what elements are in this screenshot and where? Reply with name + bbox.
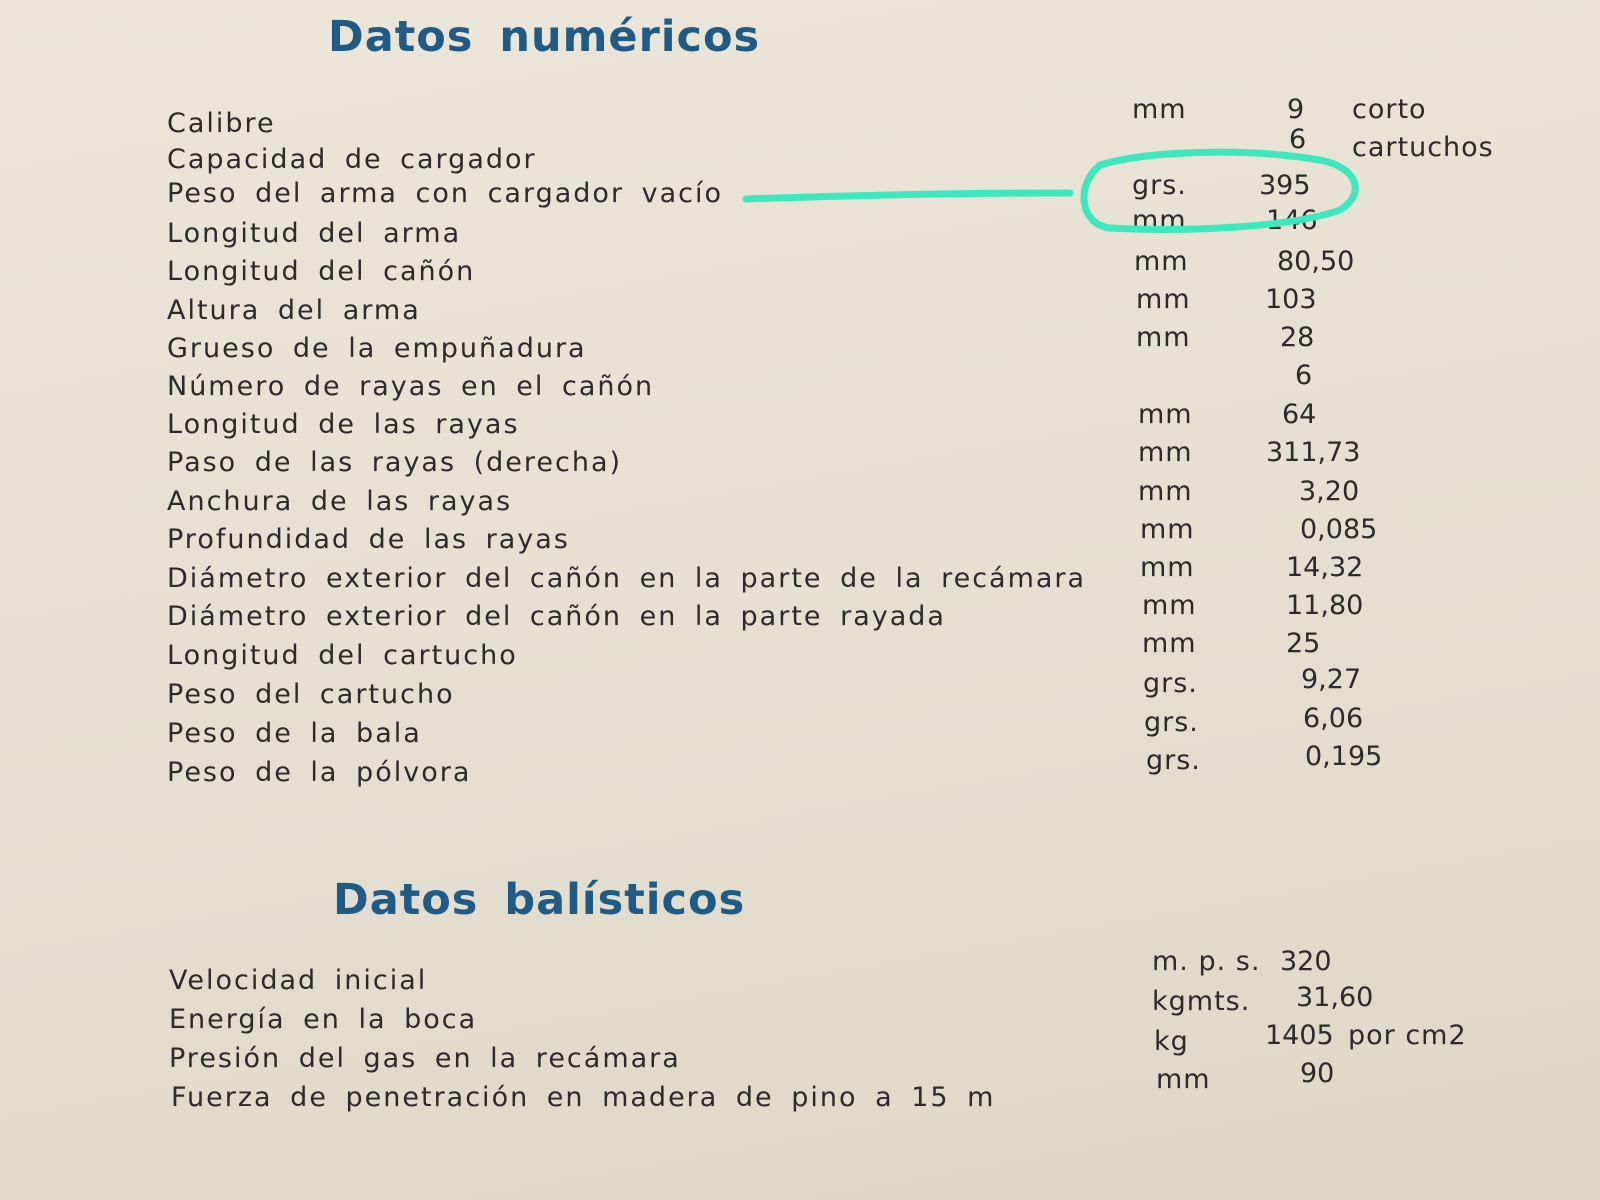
row-unit: mm <box>1136 322 1191 353</box>
row-value: 9,27 <box>1301 664 1362 695</box>
row-label: Longitud de las rayas <box>167 409 520 440</box>
row-label: Presión del gas en la recámara <box>169 1043 681 1074</box>
row-unit: grs. <box>1144 707 1199 738</box>
row-label: Energía en la boca <box>169 1004 478 1035</box>
row-unit: mm <box>1142 590 1197 621</box>
row-unit: mm <box>1138 476 1193 507</box>
row-label: Longitud del cañón <box>167 256 476 287</box>
row-unit: grs. <box>1132 170 1187 201</box>
row-value: 395 <box>1259 170 1311 201</box>
row-value: 80,50 <box>1277 246 1355 277</box>
row-label: Anchura de las rayas <box>167 486 513 517</box>
row-label: Altura del arma <box>167 295 421 326</box>
row-value: 11,80 <box>1286 590 1364 621</box>
row-unit: mm <box>1138 399 1193 430</box>
row-label: Diámetro exterior del cañón en la parte rayada <box>167 601 946 632</box>
row-label: Grueso de la empuñadura <box>167 333 587 364</box>
row-value: 14,32 <box>1286 552 1364 583</box>
annotation-line <box>746 193 1070 199</box>
row-unit: mm <box>1156 1064 1211 1095</box>
row-unit: mm <box>1134 246 1189 277</box>
row-value: 64 <box>1282 399 1317 430</box>
row-unit: mm <box>1136 284 1191 315</box>
row-value: 103 <box>1265 284 1317 315</box>
row-value: 0,195 <box>1305 741 1383 772</box>
row-unit: mm <box>1132 94 1187 125</box>
row-label: Calibre <box>167 108 276 139</box>
row-label: Peso de la pólvora <box>167 757 472 788</box>
row-value: 25 <box>1286 628 1321 659</box>
row-value: 320 <box>1280 946 1332 977</box>
row-unit: grs. <box>1146 745 1201 776</box>
row-unit: kg <box>1154 1026 1189 1057</box>
row-unit: mm <box>1140 552 1195 583</box>
row-label: Número de rayas en el cañón <box>167 371 655 402</box>
row-unit: m. p. s. <box>1152 946 1261 977</box>
row-label: Paso de las rayas (derecha) <box>167 447 623 478</box>
row-value: 311,73 <box>1266 437 1361 468</box>
row-value: 6 <box>1295 360 1313 391</box>
row-value: 1405 <box>1265 1020 1334 1051</box>
row-value: 90 <box>1300 1058 1335 1089</box>
row-unit: grs. <box>1143 668 1198 699</box>
row-label: Peso del cartucho <box>167 679 455 710</box>
row-suffix: por cm2 <box>1348 1020 1467 1051</box>
row-label: Profundidad de las rayas <box>167 524 570 555</box>
row-unit: mm <box>1132 205 1187 236</box>
row-suffix: cartuchos <box>1352 132 1494 163</box>
row-value: 0,085 <box>1300 514 1378 545</box>
row-value: 6 <box>1289 124 1307 155</box>
row-unit: mm <box>1142 628 1197 659</box>
row-value: 31,60 <box>1296 982 1374 1013</box>
row-unit: mm <box>1138 437 1193 468</box>
row-label: Longitud del arma <box>167 218 462 249</box>
row-label: Peso de la bala <box>167 718 422 749</box>
ballistic-data-heading: Datos balísticos <box>333 875 746 925</box>
row-suffix: corto <box>1352 94 1427 125</box>
row-label: Longitud del cartucho <box>167 640 518 671</box>
row-label: Fuerza de penetración en madera de pino a 15 m <box>171 1082 996 1113</box>
row-label: Velocidad inicial <box>169 965 428 996</box>
row-value: 146 <box>1266 205 1318 236</box>
row-value: 28 <box>1280 322 1315 353</box>
row-label: Capacidad de cargador <box>167 144 537 175</box>
row-label: Peso del arma con cargador vacío <box>167 178 724 209</box>
row-value: 6,06 <box>1303 703 1364 734</box>
row-label: Diámetro exterior del cañón en la parte de la recámara <box>167 563 1087 594</box>
row-unit: kgmts. <box>1152 986 1251 1017</box>
row-value: 9 <box>1287 94 1305 125</box>
row-value: 3,20 <box>1299 476 1360 507</box>
row-unit: mm <box>1140 514 1195 545</box>
numeric-data-heading: Datos numéricos <box>328 12 761 62</box>
